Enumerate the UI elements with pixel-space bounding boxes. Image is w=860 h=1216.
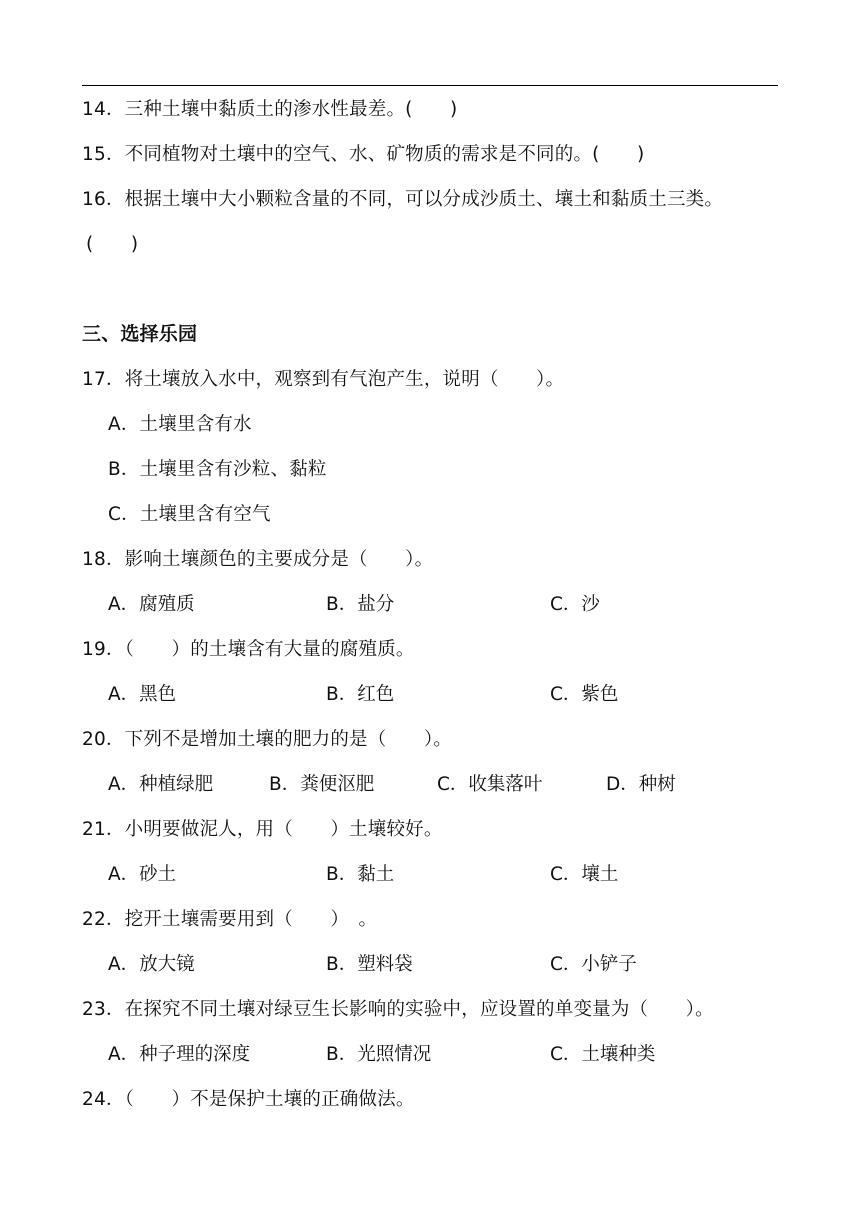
q19-option-a: A．黑色 xyxy=(108,684,177,705)
q21-option-c: C．壤土 xyxy=(550,864,619,885)
question-16-blank: ( ) xyxy=(86,234,139,255)
q22-option-c: C．小铲子 xyxy=(550,954,637,975)
q21-option-a: A．砂土 xyxy=(108,864,177,885)
q22-option-b: B．塑料袋 xyxy=(326,954,413,975)
q19-option-c: C．紫色 xyxy=(550,684,619,705)
q20-option-b: B．粪便沤肥 xyxy=(269,774,375,795)
q20-option-a: A．种植绿肥 xyxy=(108,774,214,795)
q23-option-b: B．光照情况 xyxy=(326,1044,432,1065)
q17-option-a: A．土壤里含有水 xyxy=(108,414,252,435)
question-16: 16．根据土壤中大小颗粒含量的不同，可以分成沙质土、壤土和黏质土三类。 xyxy=(82,189,724,210)
section-title: 三、选择乐园 xyxy=(82,323,198,345)
q19-option-b: B．红色 xyxy=(326,684,395,705)
q18-option-c: C．沙 xyxy=(550,594,600,615)
question-23: 23．在探究不同土壤对绿豆生长影响的实验中，应设置的单变量为（ ）。 xyxy=(82,999,714,1020)
q23-option-c: C．土壤种类 xyxy=(550,1044,656,1065)
q21-option-b: B．黏土 xyxy=(326,864,395,885)
question-21: 21．小明要做泥人，用（ ）土壤较好。 xyxy=(82,819,443,840)
q18-option-b: B．盐分 xyxy=(326,594,395,615)
q22-option-a: A．放大镜 xyxy=(108,954,195,975)
question-14: 14．三种土壤中黏质土的渗水性最差。( ) xyxy=(82,99,458,120)
q18-option-a: A．腐殖质 xyxy=(108,594,195,615)
question-24: 24．（ ）不是保护土壤的正确做法。 xyxy=(82,1089,415,1110)
question-15: 15．不同植物对土壤中的空气、水、矿物质的需求是不同的。( ) xyxy=(82,144,645,165)
question-18: 18．影响土壤颜色的主要成分是（ ）。 xyxy=(82,549,434,570)
question-19: 19．（ ）的土壤含有大量的腐殖质。 xyxy=(82,639,415,660)
question-17: 17．将土壤放入水中，观察到有气泡产生，说明（ ）。 xyxy=(82,369,565,390)
q20-option-c: C．收集落叶 xyxy=(437,774,543,795)
question-22: 22．挖开土壤需要用到（ ） 。 xyxy=(82,909,378,930)
q17-option-b: B．土壤里含有沙粒、黏粒 xyxy=(108,459,327,480)
q17-option-c: C．土壤里含有空气 xyxy=(108,504,271,525)
header-rule xyxy=(82,85,778,86)
q20-option-d: D．种树 xyxy=(606,774,676,795)
q23-option-a: A．种子理的深度 xyxy=(108,1044,251,1065)
question-20: 20．下列不是增加土壤的肥力的是（ ）。 xyxy=(82,729,452,750)
